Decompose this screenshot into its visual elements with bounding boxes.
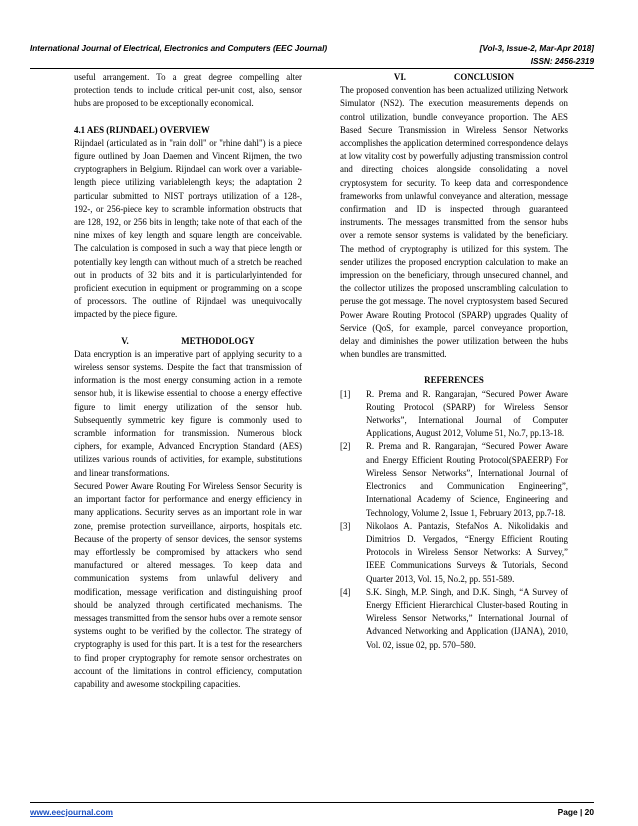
- left-column: [74, 71, 302, 691]
- methodology-heading: [74, 335, 302, 348]
- methodology-paragraph-2: Secured Power Aware Routing For Wireless Sensor Security is an important factor for performance and energy efficiency in many applications. Security serves as an important role in war zone, premise protection surveillance, airports, hospitals etc. Because of the property of sensor devices, the sensor systems may effortlessly be compromised by attackers who send manufactured or altered messages. To keep data and communication systems from unlawful delivery and modification, message verification and distinguishing proof should be analyzed through certificated mechanisms. The messages transmitted from the sensor hubs over a remote sensor systems ought to be verified by the collector. The strategy of cryptography is used for this part. It is a test for the researchers to find proper cryptography for remote sensor orchestrates on account of the limitations in control efficiency, computation capability and awesome stockpiling capacities.: [74, 480, 302, 689]
- conclusion-title: CONCLUSION: [453, 72, 515, 82]
- reference-text: S.K. Singh, M.P. Singh, and D.K. Singh, “A Survey of Energy Efficient Hierarchical Cluster-based Routing in Wireless Sensor Networks,” International Journal of Advanced Networking and Application (IJANA), 2010, Vol. 02, issue 02, pp. 570–580.: [366, 586, 568, 650]
- issn: ISSN: 2456-2319: [530, 57, 594, 66]
- references-heading: REFERENCES: [424, 375, 484, 386]
- footer-rule: [30, 802, 594, 803]
- journal-name: International Journal of Electrical, Electronics and Computers (EEC Journal): [30, 44, 328, 53]
- aes-heading: 4.1 AES (RIJNDAEL) OVERVIEW: [74, 124, 210, 135]
- journal-website-link[interactable]: www.eecjournal.com: [30, 807, 113, 817]
- volume-issue: [Vol-3, Issue-2, Mar-Apr 2018]: [479, 44, 594, 53]
- reference-item: [340, 520, 568, 586]
- aes-paragraph: Rijndael (articulated as in "rain doll" or "rhine dahl") is a piece figure outlined by Joan Daemen and Vincent Rijmen, the two cryptographers in Belgium. Rijndael can work over a variable-length piece utilizing variablelength keys; the adaptation 2 particular submitted to NIST portrays utilization of a 128-, 192-, or 256-piece key to scramble information obstructs that are 128, 192, or 256 bits in length; take note of that each of the nine mixes of key length and square length are conceivable. The calculation is composed in such a way that piece length or potentially key length can without much of a stretch be reached out in products of 32 bits and it is particularlyintended for proficient execution in equipment or programming on a scope of processors. The outline of Rijndael was unequivocally impacted by the piece figure.: [74, 137, 302, 320]
- methodology-title: METHODOLOGY: [181, 335, 255, 346]
- page-number: Page | 20: [557, 807, 594, 817]
- conclusion-paragraph: The proposed convention has been actualized utilizing Network Simulator (NS2). The execution measurements depends on control utilization, bundle conveyance proportion. The AES Based Secure Transmission in Wireless Sensor Networks accomplishes the application determined correspondence delays at low vitality cost by powerfully adjusting transmission control and directing choices alongside consolidating a novel cryptosystem for security. To keep data and correspondence frameworks from unlawful conveyance and alteration, message confirmation and ID is inspected through guaranteed instruments. The messages transmitted from the sensor hubs over a remote sensor systems is validated by the beneficiary. The method of cryptography is utilized for this system. The sender utilizes the proposed encryption calculation to make an impression on the beneficiary, through unsecured channel, and the collector utilizes the proposed unscrambling calculation to peruse the got message. The novel cryptosystem based Secured Power Aware Routing Protocol (SPARP) upgrades Quality of Service (QoS, for example, parcel conveyance proportion, delay and diminishes the power utilization between the hubs when bundles are transmitted.: [340, 85, 568, 360]
- header-rule: [30, 68, 594, 69]
- methodology-number: V.: [121, 335, 129, 346]
- reference-list: [340, 388, 568, 652]
- right-column: [340, 71, 568, 652]
- reference-number: [3]: [340, 520, 351, 531]
- reference-number: [1]: [340, 388, 351, 399]
- reference-item: [340, 440, 568, 519]
- reference-text: R. Prema and R. Rangarajan, “Secured Power Aware Routing Protocol (SPARP) for Wireless Sensor Networks”, International Journal of Computer Applications, August 2012, Volume 51, No.7, pp.13-18.: [366, 388, 568, 439]
- conclusion-number: VI.: [393, 72, 406, 82]
- reference-text: Nikolaos A. Pantazis, StefaNos A. Nikolidakis and Dimitrios D. Vergados, “Energy Efficient Routing Protocols in Wireless Sensor Networks: A Survey,” IEEE Communications Surveys & Tutorials, Second Quarter 2013, Vol. 15, No.2, pp. 551-589.: [366, 520, 568, 584]
- reference-text: R. Prema and R. Rangarajan, “Secured Power Aware and Energy Efficient Routing Protocol(SPAEERP) For Wireless Sensor Networks”, International Journal of Electronics and Communication Engineering”, International Academy of Science, Engineering and Technology, Volume 2, Issue 1, February 2013, pp.7-18.: [366, 441, 568, 518]
- reference-item: [340, 388, 568, 441]
- conclusion-heading: [340, 71, 568, 84]
- intro-paragraph: useful arrangement. To a great degree compelling alter protection tends to include critical per-unit cost, also, sensor hubs are proposed to be exceptionally economical.: [74, 72, 302, 109]
- reference-number: [4]: [340, 586, 351, 597]
- reference-number: [2]: [340, 441, 351, 452]
- reference-item: [340, 586, 568, 652]
- methodology-paragraph-1: Data encryption is an imperative part of applying security to a wireless sensor systems. Despite the fact that transmission of information is the most energy consuming action in a remote sensor hub, it is likewise essential to choose a energy effective figure to limit energy utilization of the sensor hub. Subsequently symmetric key figure is commonly used to scramble information for transmission. Numerous block ciphers, for example, Advanced Encryption Standard (AES) utilizes various rounds of activities, for example, substitutions and linear transformations.: [74, 348, 302, 478]
